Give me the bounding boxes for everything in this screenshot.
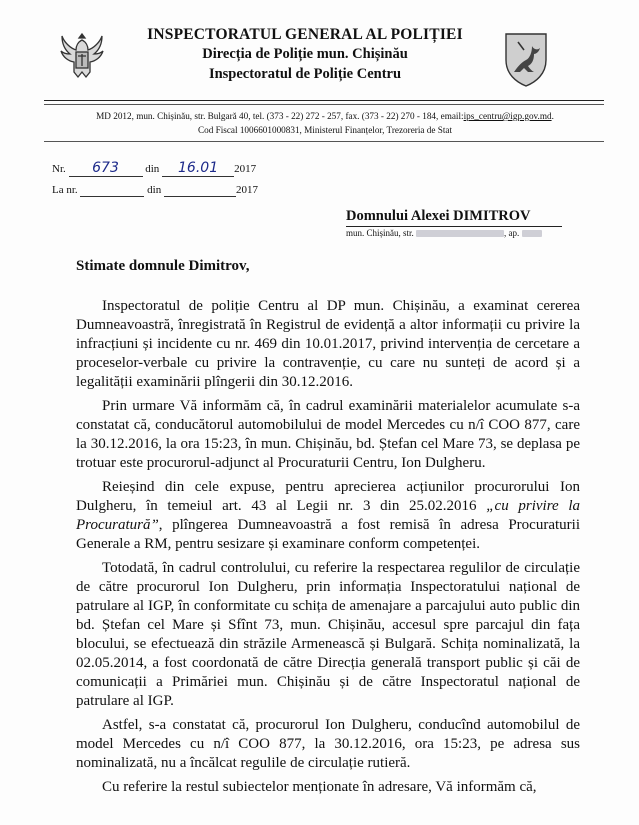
inspectorate-name: Inspectoratul de Poliție Centru: [208, 66, 402, 82]
paragraph-3-start: Reieșind din cele expuse, pentru aprecierea acțiunilor procurorului Ion Dulgheru, în temeiul art. 43 al Legii nr. 3 din 25.02.2016: [76, 479, 580, 514]
law-title: „cu privire la Procuratură”: [76, 498, 581, 533]
redacted-apartment: [522, 230, 542, 237]
contact-address: MD 2012, mun. Chișinău, str. Bulgară 40, tel. (373 - 22) 272 - 257, fax. (373 - 22) 270 - 184, email:: [96, 111, 464, 121]
header-rule-thin: [44, 104, 604, 105]
paragraph-5: Astfel, s-a constatat că, procurorul Ion Dulgheru, conducînd automobilul de model Mercedes cu n/î COO 877, la 30.12.2016, ora 15:23, pe adresa sus nominalizată, nu a încălcat regulile de circulație rutieră.: [76, 717, 580, 771]
nr-handwritten: 673: [92, 160, 119, 176]
redacted-street: [416, 230, 504, 237]
paragraph-3-end: , plîngerea Dumneavoastră a fost remisă în adresa Procuraturii Generale a RM, pentru sesizare și examinare conform competenței.: [76, 517, 580, 552]
paragraph-4: Totodată, în cadrul controlului, cu referire la respectarea regulilor de circulație de către procurorul Ion Dulgheru, prin informația Inspectoratului național de patrulare al IGP, în conformitate cu schița de amenajare a parcajului auto public din bd. Ștefan cel Mare și Sfînt 73, mun. Chișinău, accesul spre parcajul din fața blocului, se efectuează din străzile Armenească și Bulgară. Schița nominalizată, la 02.05.2014, a fost coordonată de către Direcția generală transport public și căi de comunicații a Primăriei mun. Chișinău și de către Inspectoratul național de patrulare al IGP.: [76, 560, 580, 709]
letter-body: [76, 297, 580, 802]
contact-line: [40, 111, 610, 121]
contact-rule: [44, 141, 604, 142]
date-handwritten: 16.01: [178, 160, 219, 176]
address-prefix: mun. Chișinău, str.: [346, 228, 414, 238]
addressee-underline: [346, 226, 562, 227]
contact-email-link[interactable]: ips_centru@igp.gov.md: [463, 111, 552, 121]
outgoing-reference: [52, 160, 256, 177]
la-year-label: 2017: [235, 184, 258, 196]
address-ap: , ap.: [504, 228, 520, 238]
paragraph-1: Inspectoratul de poliție Centru al DP mun. Chișinău, a examinat cererea Dumneavoastră, înregistrată în Registrul de evidență a altor informații cu privire la infracțiuni și incidente cu nr. 469 din 10.01.2017, privind intervenția de cercetare a proceselor-verbale cu privire la contravenție, cu care nu sunteți de acord și a legalității examinării plîngerii din 30.12.2016.: [76, 298, 580, 390]
contact-line-end: .: [551, 111, 554, 121]
incoming-reference: [52, 184, 258, 197]
greeting: Stimate domnule Dimitrov,: [76, 258, 250, 274]
paragraph-3: [76, 478, 580, 554]
chisinau-city-emblem-icon: [500, 28, 552, 88]
directorate-name: Direcția de Poliție mun. Chișinău: [202, 46, 408, 62]
nr-label: Nr.: [52, 163, 66, 175]
addressee-address: [346, 228, 542, 238]
year-label: 2017: [234, 163, 257, 175]
din-label: din: [145, 163, 160, 175]
la-din-label: din: [147, 184, 162, 196]
header-rule-thick: [44, 100, 604, 101]
paragraph-2: Prin urmare Vă informăm că, în cadrul examinării materialelor acumulate s-a constatat că, conducătorul automobilului de model Mercedes cu n/î COO 877, care la 30.12.2016, la ora 15:23, în mun. Chișinău, bd. Ștefan cel Mare 73, se deplasa pe trotuar este procurorul-adjunct al Procuraturii Centru, Ion Dulgheru.: [76, 398, 580, 471]
fiscal-code-line: Cod Fiscal 1006601000831, Ministerul Finanțelor, Trezoreria de Stat: [197, 125, 453, 135]
la-nr-label: La nr.: [52, 184, 78, 196]
moldova-coat-of-arms-icon: [56, 28, 108, 88]
institution-name: INSPECTORATUL GENERAL AL POLIȚIEI: [147, 26, 463, 43]
addressee-name: Domnului Alexei DIMITROV: [346, 208, 531, 224]
paragraph-6: Cu referire la restul subiectelor menționate în adresare, Vă informăm că,: [102, 779, 537, 795]
